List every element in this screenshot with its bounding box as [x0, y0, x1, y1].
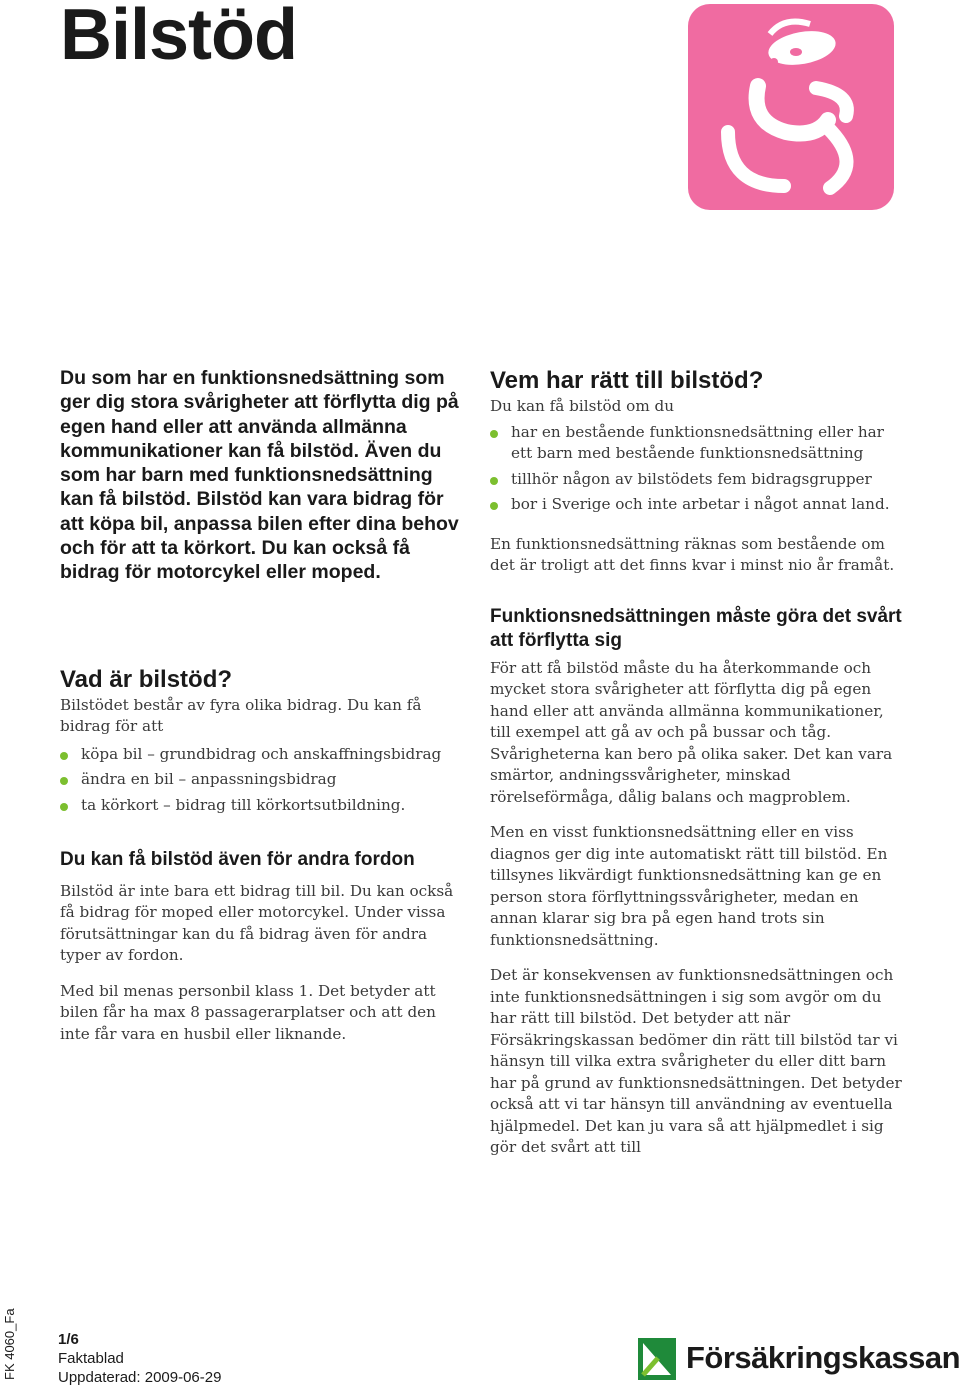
bullet-icon	[490, 477, 498, 485]
section-heading-vem-har-ratt: Vem har rätt till bilstöd?	[490, 367, 764, 394]
brand-name: Försäkringskassan	[686, 1340, 960, 1375]
list-item: köpa bil – grundbidrag och anskaffningsbidrag	[60, 744, 465, 766]
right-column	[490, 366, 902, 1159]
paragraph: Med bil menas personbil klass 1. Det betyder att bilen får ha max 8 passagerarplatser och att den inte får vara en husbil eller liknande.	[60, 981, 436, 1043]
paragraph: En funktionsnedsättning räknas som bestående om det är troligt att det finns kvar i minst nio år framåt.	[490, 534, 895, 574]
list-item: ändra en bil – anpassningsbidrag	[60, 769, 465, 791]
updated-date: Uppdaterad: 2009-06-29	[58, 1369, 222, 1386]
bullet-icon	[490, 502, 498, 510]
left-column	[60, 366, 465, 1045]
parent-child-wheelchair-icon	[688, 4, 894, 210]
forsakringskassan-logo	[638, 1338, 960, 1380]
paragraph: Men en visst funktionsnedsättning eller en viss diagnos ger dig inte automatiskt rätt till bilstöd. En tillsynes likvärdigt funktionsnedsättning kan ge en person stora förflyttningssvårigheter, medan en annan klarar sig bra på egen hand trots sin funktionsnedsättning.	[490, 823, 888, 949]
intro-paragraph: Du som har en funktionsnedsättning som ger dig stora svårigheter att förflytta dig på egen hand eller att använda allmänna kommunikationer kan få bilstöd. Även du som har barn med funktionsnedsättning kan få bilstöd. Bilstöd kan vara bidrag för att köpa bil, anpassa bilen efter dina behov och för att ta körkort. Du kan också få bidrag för motorcykel eller moped.	[60, 367, 459, 584]
bullet-list	[490, 422, 902, 516]
list-item: tillhör någon av bilstödets fem bidragsgrupper	[490, 469, 902, 491]
footer	[58, 1330, 221, 1387]
paragraph: Det är konsekvensen av funktionsnedsättningen och inte funktionsnedsättningen i sig som avgör om du har rätt till bilstöd. Det betyder att när Försäkringskassan bedömer din rätt till bilstöd tar vi hänsyn till vilka extra svårigheter du eller ditt barn har på grund av funktionsnedsättningen. Det betyder också att vi tar hänsyn till användning av eventuella hjälpmedel. Det kan ju vara så att hjälpmedlet i sig gör det svårt att till	[490, 966, 902, 1156]
section-heading-andra-fordon: Du kan få bilstöd även för andra fordon	[60, 849, 415, 871]
list-item: bor i Sverige och inte arbetar i något annat land.	[490, 494, 902, 516]
bullet-icon	[490, 430, 498, 438]
list-item: har en bestående funktionsnedsättning eller har ett barn med bestående funktionsnedsättning	[490, 422, 902, 465]
bullet-icon	[60, 777, 68, 785]
document-code: FK 4060_Fa	[2, 1308, 17, 1380]
forsakringskassan-mark-icon	[638, 1338, 676, 1380]
bullet-icon	[60, 752, 68, 760]
bullet-icon	[60, 803, 68, 811]
paragraph: Bilstöd är inte bara ett bidrag till bil. Du kan också få bidrag för moped eller motorcykel. Under vissa förutsättningar kan du få bidrag även för andra typer av fordon.	[60, 881, 454, 965]
section-lead: Du kan få bilstöd om du	[490, 397, 675, 415]
page-number: 1/6	[58, 1331, 79, 1348]
list-item: ta körkort – bidrag till körkortsutbildning.	[60, 795, 465, 817]
section-heading-forflytta: Funktionsnedsättningen måste göra det svårt att förflytta sig	[490, 605, 902, 651]
document-type: Faktablad	[58, 1350, 124, 1367]
bullet-list	[60, 744, 465, 817]
section-lead: Bilstödet består av fyra olika bidrag. Du kan få bidrag för att	[60, 695, 422, 736]
paragraph: För att få bilstöd måste du ha återkommande och mycket stora svårigheter att förflytta dig på egen hand eller att använda allmänna kommunikationer, till exempel att gå av och på bussar och tåg. Svårigheterna kan bero på olika saker. Det kan vara smärtor, andningssvårigheter, minskad rörelseförmåga, dålig balans och magproblem.	[490, 658, 893, 806]
page-title: Bilstöd	[60, 0, 297, 75]
section-heading-vad-ar-bilstod: Vad är bilstöd?	[60, 665, 233, 693]
